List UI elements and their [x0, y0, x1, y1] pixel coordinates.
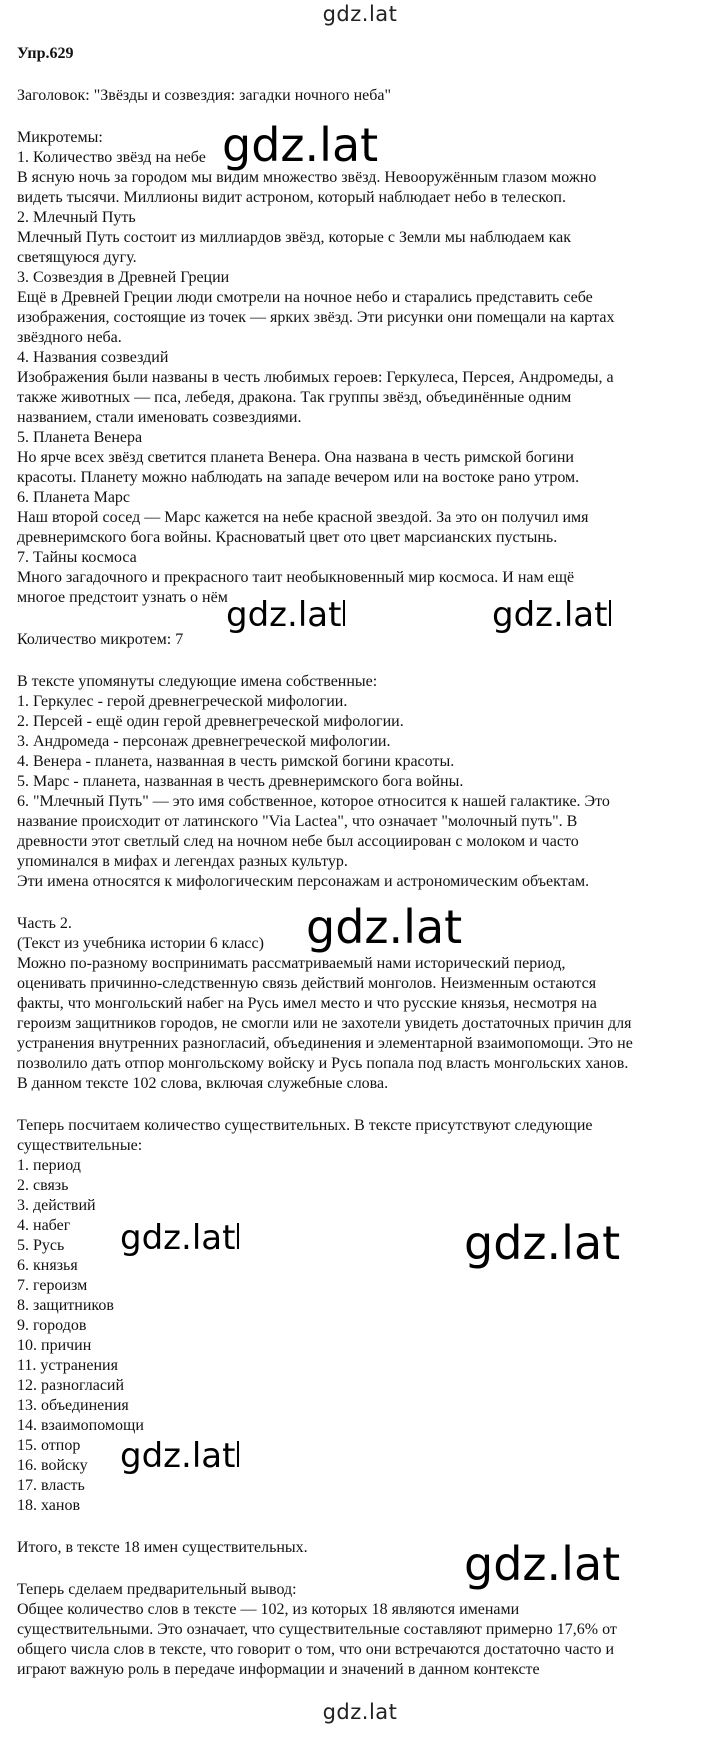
nouns-intro-line: Теперь посчитаем количество существительных. В тексте присутствуют следующие: [17, 1117, 593, 1134]
part2-text-line: В данном тексте 102 слова, включая служебные слова.: [17, 1075, 389, 1092]
noun-item: 12. разногласий: [17, 1377, 125, 1394]
watermark: gdz.lat: [120, 1221, 239, 1255]
part2-text-line: факты, что монгольский набег на Русь имел место и что русские князья, несмотря на: [17, 995, 597, 1012]
proper-name-line: Эти имена относятся к мифологическим персонажам и астрономическим объектам.: [17, 873, 590, 890]
noun-item: 5. Русь: [17, 1237, 65, 1254]
proper-name-line: 4. Венера - планета, названная в честь римской богини красоты.: [17, 753, 455, 770]
microtheme-text-line: Млечный Путь состоит из миллиардов звёзд, которые с Земли мы наблюдаем как: [17, 229, 572, 246]
part2-text-line: оценивать причинно-следственную связь действий монголов. Неизменным остаются: [17, 975, 597, 992]
part2-text-line: героизм защитников городов, не смогли или не захотели увидеть достаточных причин для: [17, 1015, 632, 1032]
part2-text: [17, 954, 707, 1094]
part2-text-line: позволило дать отпор монгольскому войску и Русь попала под власть монгольских ханов.: [17, 1055, 629, 1072]
conclusion-line: Общее количество слов в тексте — 102, из которых 18 являются именами: [17, 1601, 520, 1618]
microtheme-heading: 5. Планета Венера: [17, 429, 143, 446]
exercise-number: Упр.629: [17, 45, 74, 62]
document-body: [17, 44, 707, 1680]
watermark: gdz.lat: [222, 118, 379, 172]
part2-text-line: устранения внутренних разногласий, объединения и элементарной взаимопомощи. Это не: [17, 1035, 633, 1052]
proper-name-line: название происходит от латинского "Via Lactea", что означает "молочный путь". В: [17, 813, 578, 830]
noun-item: 10. причин: [17, 1337, 92, 1354]
microtheme-heading: 7. Тайны космоса: [17, 549, 137, 566]
noun-item: 15. отпор: [17, 1437, 81, 1454]
watermark: gdz.lat: [226, 598, 345, 632]
microtheme-text-line: видеть тысячи. Миллионы видит астроном, который наблюдает небо в телескоп.: [17, 189, 566, 206]
part2-label: Часть 2.: [17, 915, 72, 932]
noun-item: 8. защитников: [17, 1297, 114, 1314]
conclusion-line: существительными. Это означает, что существительные составляют примерно 17,6% от: [17, 1621, 617, 1638]
noun-item: 18. ханов: [17, 1497, 81, 1514]
noun-item: 14. взаимопомощи: [17, 1417, 144, 1434]
proper-name-line: 3. Андромеда - персонаж древнегреческой мифологии.: [17, 733, 391, 750]
microtheme-text-line: изображения, состоящие из точек — ярких звёзд. Эти рисунки они помещали на картах: [17, 309, 615, 326]
proper-names-list: [17, 692, 707, 892]
watermark: gdz.lat: [464, 1537, 621, 1591]
noun-item: 2. связь: [17, 1177, 69, 1194]
proper-name-line: древности этот светлый след на ночном небе был ассоциирован с молоком и часто: [17, 833, 579, 850]
total-line: Итого, в тексте 18 имен существительных.: [17, 1539, 308, 1556]
nouns-intro-line: существительные:: [17, 1137, 143, 1154]
watermark: gdz.lat: [492, 598, 611, 632]
microtheme-text-line: Но ярче всех звёзд светится планета Венера. Она названа в честь римской богини: [17, 449, 574, 466]
conclusion-line: играют важную роль в передаче информации и значений в данном контексте: [17, 1661, 540, 1678]
watermark: gdz.lat: [306, 900, 463, 954]
noun-item: 13. объединения: [17, 1397, 129, 1414]
conclusion-line: общего числа слов в тексте, что говорит о том, что они встречаются достаточно часто и: [17, 1641, 615, 1658]
part2-text-line: Можно по-разному воспринимать рассматриваемый нами исторический период,: [17, 955, 566, 972]
microtheme-text-line: Много загадочного и прекрасного таит необыкновенный мир космоса. И нам ещё: [17, 569, 575, 586]
microtheme-text-line: светящуюся дугу.: [17, 249, 137, 266]
noun-item: 7. героизм: [17, 1277, 88, 1294]
microtheme-text-line: звёздного неба.: [17, 329, 122, 346]
microtheme-heading: 1. Количество звёзд на небе: [17, 149, 206, 166]
noun-item: 4. набег: [17, 1217, 71, 1234]
watermark: gdz.lat: [464, 1216, 621, 1270]
part2-source: (Текст из учебника истории 6 класс): [17, 935, 264, 952]
nouns-list: [17, 1156, 707, 1516]
proper-name-line: 6. "Млечный Путь" — это имя собственное, которое относится к нашей галактике. Это: [17, 793, 610, 810]
microtheme-text-line: красоты. Планету можно наблюдать на западе вечером или на востоке рано утром.: [17, 469, 580, 486]
microthemes-list: [17, 148, 707, 608]
noun-item: 9. городов: [17, 1317, 87, 1334]
site-header: gdz.lat: [322, 2, 398, 26]
noun-item: 6. князья: [17, 1257, 78, 1274]
title-line: Заголовок: "Звёзды и созвездия: загадки ночного неба": [17, 87, 392, 104]
microtheme-heading: 6. Планета Марс: [17, 489, 131, 506]
noun-item: 17. власть: [17, 1477, 85, 1494]
noun-item: 16. войску: [17, 1457, 88, 1474]
microtheme-text-line: многое предстоит узнать о нём: [17, 589, 228, 606]
microtheme-text-line: древнеримского бога войны. Красноватый цвет ото цвет марсианских пустынь.: [17, 529, 558, 546]
microtheme-count: Количество микротем: 7: [17, 631, 184, 648]
proper-names-intro: В тексте упомянуты следующие имена собственные:: [17, 673, 378, 690]
microtheme-heading: 3. Созвездия в Древней Греции: [17, 269, 230, 286]
microtheme-text-line: В ясную ночь за городом мы видим множество звёзд. Невооружённым глазом можно: [17, 169, 597, 186]
microtheme-heading: 2. Млечный Путь: [17, 209, 136, 226]
microtheme-text-line: названием, стали именовать созвездиями.: [17, 409, 302, 426]
proper-name-line: упоминался в мифах и легендах разных культур.: [17, 853, 348, 870]
conclusion-text: [17, 1600, 707, 1680]
proper-name-line: 1. Геркулес - герой древнегреческой мифологии.: [17, 693, 348, 710]
watermark: gdz.lat: [120, 1439, 239, 1473]
microtheme-heading: 4. Названия созвездий: [17, 349, 169, 366]
noun-item: 3. действий: [17, 1197, 96, 1214]
microtheme-text-line: Ещё в Древней Греции люди смотрели на ночное небо и старались представить себе: [17, 289, 593, 306]
proper-name-line: 5. Марс - планета, названная в честь древнеримского бога войны.: [17, 773, 464, 790]
microtheme-text-line: также животных — пса, лебедя, дракона. Так группы звёзд, объединённые одним: [17, 389, 572, 406]
microtheme-text-line: Изображения были названы в честь любимых героев: Геркулеса, Персея, Андромеды, а: [17, 369, 614, 386]
conclusion-intro: Теперь сделаем предварительный вывод:: [17, 1581, 297, 1598]
microthemes-label: Микротемы:: [17, 129, 103, 146]
proper-name-line: 2. Персей - ещё один герой древнегреческой мифологии.: [17, 713, 404, 730]
noun-item: 11. устранения: [17, 1357, 118, 1374]
microtheme-text-line: Наш второй сосед — Марс кажется на небе красной звездой. За это он получил имя: [17, 509, 589, 526]
site-footer: gdz.lat: [322, 1700, 398, 1724]
nouns-intro: [17, 1116, 707, 1156]
noun-item: 1. период: [17, 1157, 81, 1174]
